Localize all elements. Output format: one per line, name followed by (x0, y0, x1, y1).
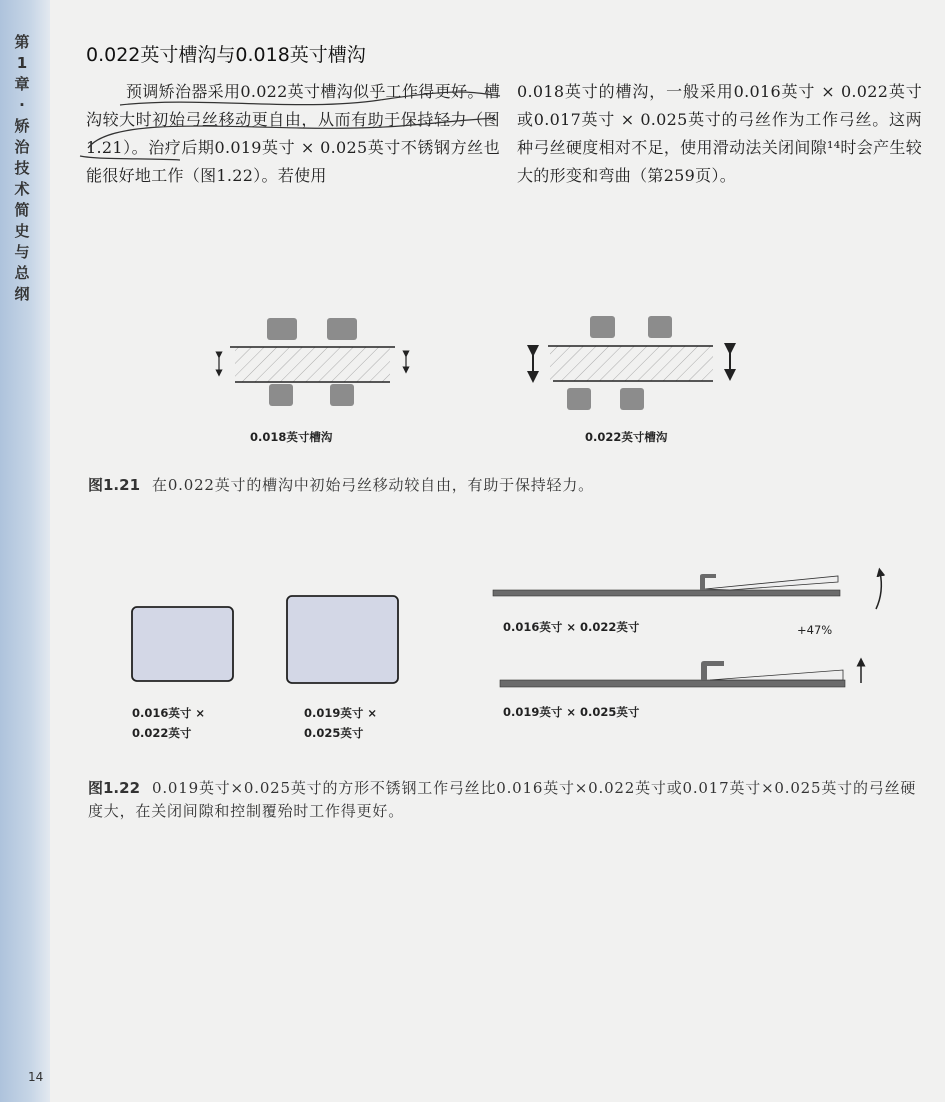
paragraph-left: 预调矫治器采用0.022英寸槽沟似乎工作得更好。槽沟较大时初始弓丝移动更自由，从而有助于保持轻力（图1.21）。治疗后期0.019英寸 × 0.025英寸不锈钢方丝也能很好地工作（图1.22）。若使用 (86, 82, 500, 185)
section-b-label-1: 0.019英寸 × (304, 706, 378, 720)
wire-bend-016x022 (493, 572, 881, 609)
slot-022-diagram (533, 316, 730, 410)
section-a-label-2: 0.022英寸 (132, 726, 192, 740)
section-title: 0.022英寸槽沟与0.018英寸槽沟 (86, 44, 366, 66)
slot-018-diagram (219, 318, 406, 406)
wire-section-016x022 (132, 607, 233, 681)
page-number: 14 (28, 1070, 44, 1084)
difference-label: +47% (797, 623, 833, 637)
bend-a-label: 0.016英寸 × 0.022英寸 (503, 620, 640, 634)
bend-b-label: 0.019英寸 × 0.025英寸 (503, 705, 640, 719)
chapter-label: 第1章·矫治技术简史与总纲 (14, 33, 30, 303)
caption-text: 0.019英寸×0.025英寸的方形不锈钢工作弓丝比0.016英寸×0.022英寸或0.017英寸×0.025英寸的弓丝硬度大，在关闭间隙和控制覆殆时工作得更好。 (88, 779, 917, 820)
caption-number: 图1.22 (88, 779, 141, 797)
wire-bend-019x025 (500, 661, 861, 687)
section-a-label-1: 0.016英寸 × (132, 706, 206, 720)
pen-underline (80, 92, 500, 160)
caption-number: 图1.21 (88, 476, 141, 494)
caption-text: 在0.022英寸的槽沟中初始弓丝移动较自由，有助于保持轻力。 (152, 476, 594, 494)
wire-section-019x025 (287, 596, 398, 683)
figure-1-21-caption (88, 474, 594, 497)
figure-1-22-caption (88, 777, 923, 823)
slot-022-label: 0.022英寸槽沟 (585, 430, 668, 444)
slot-018-label: 0.018英寸槽沟 (250, 430, 333, 444)
paragraph-right: 0.018英寸的槽沟，一般采用0.016英寸 × 0.022英寸或0.017英寸 × 0.025英寸的弓丝作为工作弓丝。这两种弓丝硬度相对不足，使用滑动法关闭间隙¹⁴时会产生较大的形变和弯曲（第259页）。 (517, 82, 922, 185)
section-b-label-2: 0.025英寸 (304, 726, 364, 740)
